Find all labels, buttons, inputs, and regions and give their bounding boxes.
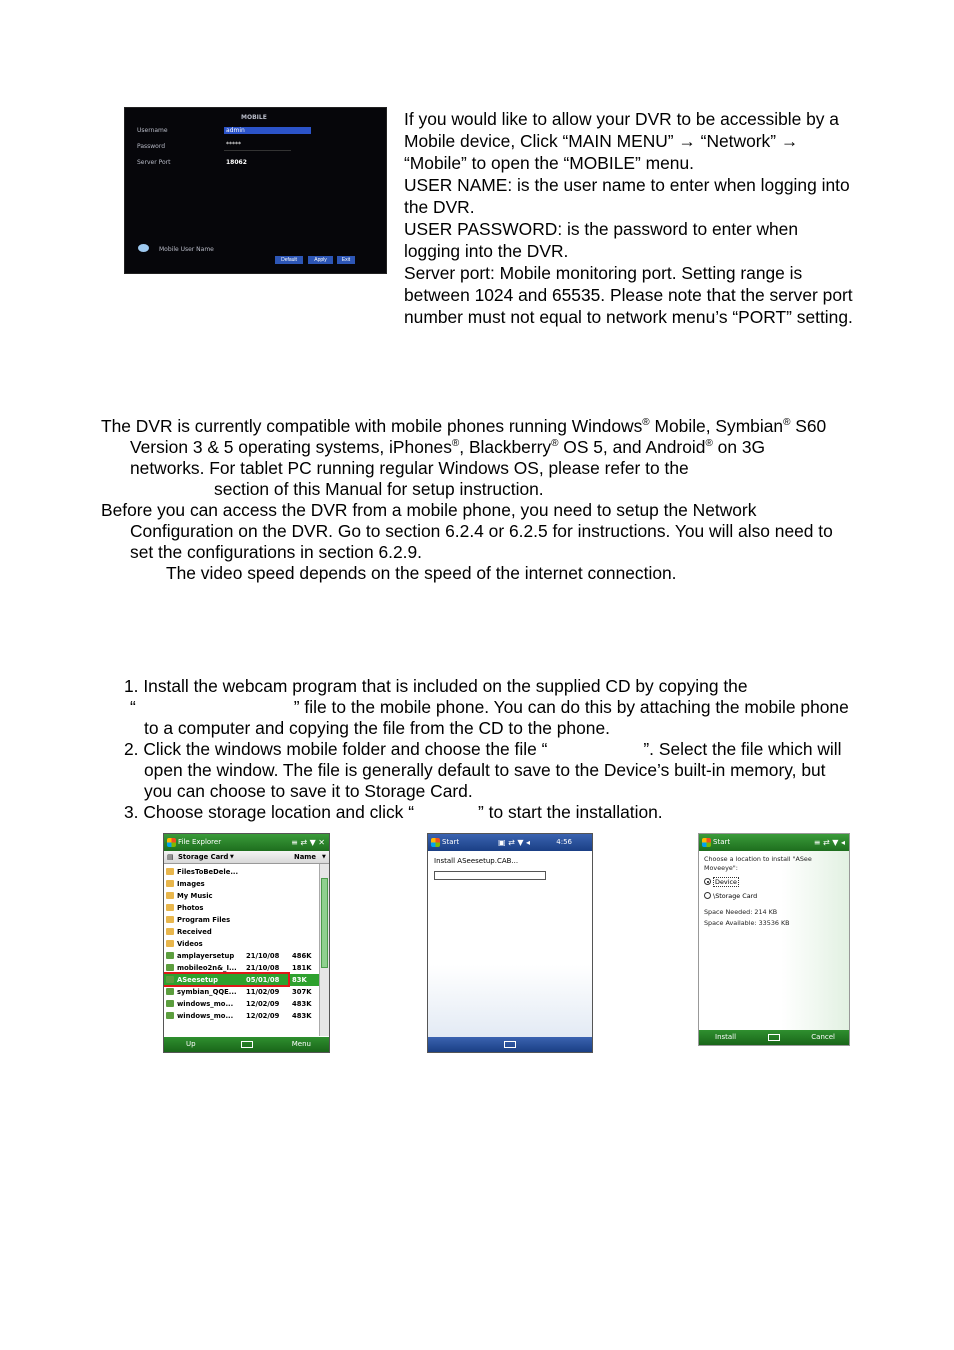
dvr-mobile-menu-screenshot	[124, 107, 387, 274]
phone3-space-info: Space Needed: 214 KB Space Available: 33536 KB	[704, 908, 790, 927]
intro-line: If you would like to allow your DVR to be accessible by a	[404, 109, 839, 129]
phone1-location-bar[interactable]: ▤ Storage Card ▼ Name ▼	[164, 851, 329, 864]
compat-line-6: Configuration on the DVR. Go to section 6.2.4 or 6.2.5 for instructions. You will also need to	[130, 521, 833, 541]
intro-line: “Mobile” to open the “MOBILE” menu.	[404, 153, 694, 173]
installer-file-icon	[166, 1012, 174, 1019]
step-1-line-1: 1. Install the webcam program that is included on the supplied CD by copying the	[124, 676, 748, 696]
status-icons: ≡ ⇄ ▼ ✕	[291, 838, 325, 847]
installer-file-icon	[166, 964, 174, 971]
folder-icon	[166, 892, 174, 899]
step-2-line-1: 2. Click the windows mobile folder and choose the file “ ”. Select the file which will	[124, 739, 842, 759]
phone-choose-location-screenshot	[698, 833, 850, 1046]
phone-file-explorer-screenshot	[163, 833, 330, 1053]
step-1-line-3: to a computer and copying the file from the CD to the phone.	[144, 718, 610, 738]
windows-start-icon	[167, 838, 176, 847]
phone2-clock: 4:56	[556, 838, 572, 846]
scrollbar[interactable]	[319, 864, 329, 1036]
compat-line-7: set the configurations in section 6.2.9.	[130, 542, 422, 562]
compat-line-3: networks. For tablet PC running regular Windows OS, please refer to the	[130, 458, 689, 478]
folder-icon	[166, 880, 174, 887]
list-item[interactable]: Photos	[166, 902, 203, 914]
dvr-password-label: Password	[137, 143, 166, 150]
list-item[interactable]: windows_mo... 12/02/09 483K	[166, 1010, 319, 1022]
intro-line: the DVR.	[404, 197, 475, 217]
list-item[interactable]: windows_mo... 12/02/09 483K	[166, 998, 319, 1010]
compat-note: The video speed depends on the speed of the internet connection.	[166, 563, 677, 583]
phone3-soft-key-bar	[699, 1030, 849, 1045]
intro-line: USER NAME: is the user name to enter when logging into	[404, 175, 850, 195]
compat-line-1: The DVR is currently compatible with mobile phones running Windows® Mobile, Symbian® S60	[101, 416, 827, 436]
selection-highlight-box	[163, 972, 290, 987]
phone2-title-bar: Start ▣ ⇄ ▼ ◂ 4:56	[428, 834, 592, 851]
dvr-password-field[interactable]	[224, 143, 291, 151]
list-item[interactable]: Images	[166, 878, 205, 890]
menu-soft-key[interactable]: Menu	[291, 1040, 311, 1048]
compat-line-2: Version 3 & 5 operating systems, iPhones®, Blackberry® OS 5, and Android® on 3G	[130, 437, 766, 457]
list-item[interactable]: amplayersetup 21/10/08 486K	[166, 950, 319, 962]
dvr-server-port-value: 18062	[226, 159, 247, 166]
phone2-soft-key-bar	[428, 1037, 592, 1052]
intro-line: logging into the DVR.	[404, 241, 569, 261]
installer-file-icon	[166, 988, 174, 995]
install-steps	[124, 676, 914, 823]
step-2-line-3: you can choose to save it to Storage Card.	[144, 781, 473, 801]
chevron-down-icon: ▼	[230, 854, 234, 860]
step-1-line-2: “ ” file to the mobile phone. You can do this by attaching the mobile phone	[130, 697, 849, 717]
dvr-username-value: admin	[226, 127, 245, 134]
folder-icon	[166, 904, 174, 911]
folder-icon: ▤	[167, 853, 174, 861]
folder-icon	[166, 928, 174, 935]
folder-icon	[166, 916, 174, 923]
list-item[interactable]: mobileo2n&_I... 21/10/08 181K	[166, 962, 319, 974]
dvr-tip: Mobile User Name	[159, 246, 214, 253]
status-icons: ≡ ⇄ ▼ ◂	[813, 838, 845, 847]
speech-bubble-icon	[138, 244, 149, 252]
keyboard-icon[interactable]	[504, 1041, 516, 1048]
phone3-prompt: Choose a location to install "ASee Moveeye":	[704, 855, 812, 872]
dvr-apply-button[interactable]: Apply	[308, 256, 333, 264]
dvr-menu-title: MOBILE	[241, 114, 267, 121]
phone1-title-bar: File Explorer ≡ ⇄ ▼ ✕	[164, 834, 329, 851]
list-item[interactable]: Videos	[166, 938, 203, 950]
radio-unselected-icon[interactable]	[704, 892, 711, 899]
device-option[interactable]: Device	[704, 877, 739, 887]
list-item[interactable]: My Music	[166, 890, 213, 902]
intro-line: USER PASSWORD: is the password to enter when	[404, 219, 799, 239]
compatibility-section	[101, 416, 911, 584]
dvr-server-port-label: Server Port	[137, 159, 171, 166]
intro-line: between 1024 and 65535. Please note that the server port	[404, 285, 853, 305]
phone1-soft-key-bar	[164, 1037, 329, 1052]
install-progress-bar	[434, 871, 546, 880]
keyboard-icon[interactable]	[768, 1034, 780, 1041]
dvr-username-field[interactable]	[224, 127, 311, 134]
storage-card-option[interactable]: \Storage Card	[704, 891, 757, 901]
compat-line-4: section of this Manual for setup instruction.	[214, 479, 544, 499]
windows-start-icon	[702, 838, 711, 847]
installer-file-icon	[166, 1000, 174, 1007]
list-item[interactable]: symbian_QQE... 11/02/09 307K	[166, 986, 319, 998]
installer-file-icon	[166, 952, 174, 959]
intro-line: Server port: Mobile monitoring port. Setting range is	[404, 263, 803, 283]
radio-selected-icon[interactable]	[704, 878, 711, 885]
list-item[interactable]: Program Files	[166, 914, 230, 926]
phone3-title-bar: Start ≡ ⇄ ▼ ◂	[699, 834, 849, 851]
dvr-username-label: Username	[137, 127, 168, 134]
status-icons: ▣ ⇄ ▼ ◂	[498, 838, 531, 847]
selected-file-row[interactable]: ASeesetup 05/01/08 83K	[164, 974, 319, 986]
scrollbar-thumb[interactable]	[321, 878, 328, 968]
phone-install-progress-screenshot	[427, 833, 593, 1053]
install-soft-key[interactable]: Install	[715, 1033, 737, 1041]
cancel-soft-key[interactable]: Cancel	[811, 1033, 835, 1041]
dvr-server-port-field[interactable]	[224, 159, 291, 166]
dvr-password-value: *****	[226, 141, 241, 148]
up-soft-key[interactable]: Up	[186, 1040, 196, 1048]
step-3-line: 3. Choose storage location and click “ ” to start the installation.	[124, 802, 663, 822]
dvr-default-button[interactable]: Default	[275, 256, 303, 264]
mobile-intro-text	[404, 108, 904, 328]
folder-icon	[166, 940, 174, 947]
step-2-line-2: open the window. The file is generally default to save to the Device’s built-in memory, but	[144, 760, 826, 780]
compat-line-5: Before you can access the DVR from a mobile phone, you need to setup the Network	[101, 500, 757, 520]
windows-start-icon	[431, 838, 440, 847]
phone2-install-message: Install ASeesetup.CAB...	[434, 857, 519, 865]
folder-icon	[166, 868, 174, 875]
intro-line: number must not equal to network menu’s “PORT” setting.	[404, 307, 853, 327]
chevron-down-icon: ▼	[322, 854, 326, 860]
list-item[interactable]: Received	[166, 926, 212, 938]
list-item[interactable]: FilesToBeDele...	[166, 866, 238, 878]
keyboard-icon[interactable]	[241, 1041, 253, 1048]
phone1-file-list	[164, 864, 319, 1037]
intro-line: Mobile device, Click “MAIN MENU” → “Network” →	[404, 131, 799, 151]
dvr-exit-button[interactable]: Exit	[337, 256, 355, 264]
